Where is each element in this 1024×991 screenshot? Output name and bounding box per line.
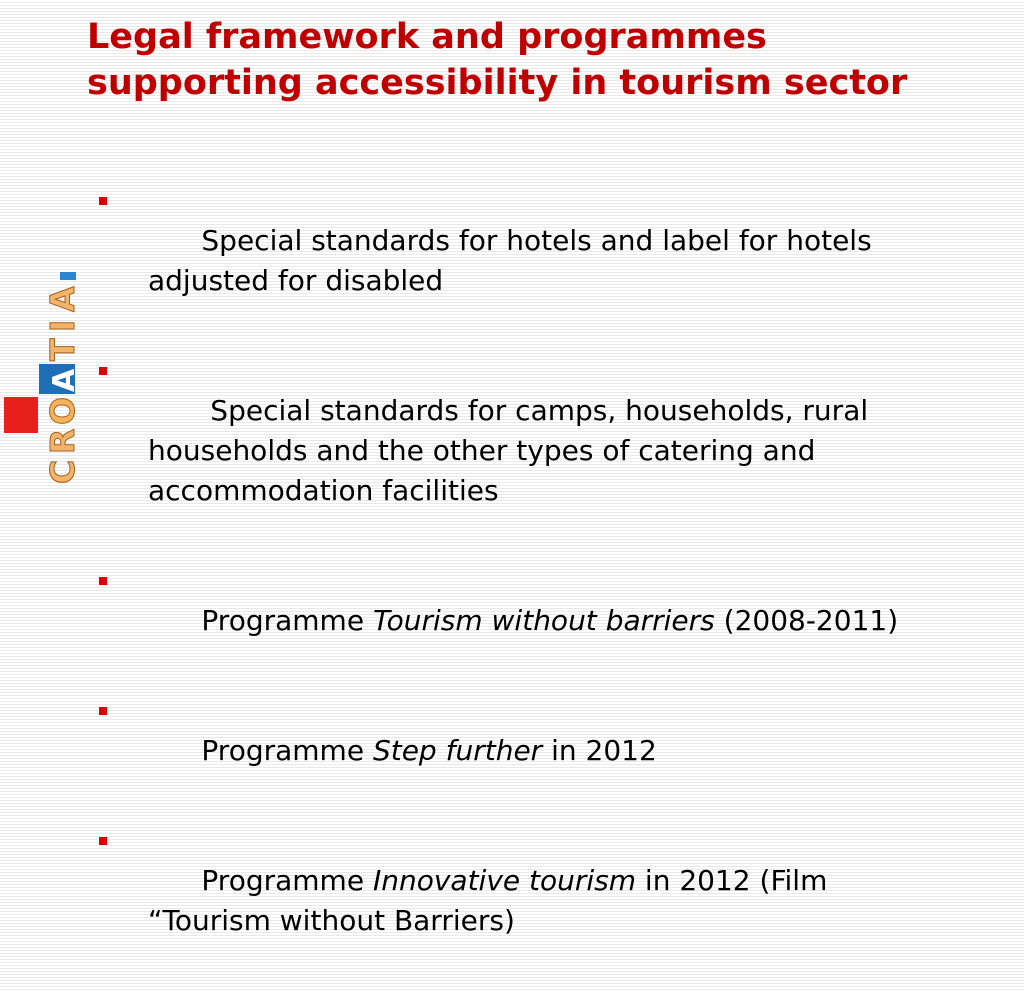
croatia-tourism-logo-icon xyxy=(0,268,90,493)
square-bullet-icon xyxy=(99,707,107,715)
bullet-text-after: (2008-2011) xyxy=(714,604,899,637)
bullet-text: Programme xyxy=(201,734,373,767)
logo-letter-r: R xyxy=(43,428,82,454)
logo-letter-a: A xyxy=(47,368,82,392)
bullet-emphasis: Innovative tourism xyxy=(372,864,637,897)
bullet-text: Special standards for hotels and label for hotels adjusted for disabled xyxy=(148,224,881,297)
bullet-emphasis: Tourism without barriers xyxy=(372,604,715,637)
square-bullet-icon xyxy=(99,837,107,845)
bullet-text: Programme xyxy=(201,864,373,897)
logo-letter-o: O xyxy=(43,396,82,425)
logo-red-square xyxy=(4,397,38,433)
square-bullet-icon xyxy=(99,367,107,375)
bullet-text-after: in 2012 (Film “Tourism without Barriers) xyxy=(148,864,837,937)
logo-blue-accent xyxy=(60,272,76,280)
bullet-emphasis: Step further xyxy=(372,734,543,767)
square-bullet-icon xyxy=(99,577,107,585)
bullet-list xyxy=(95,181,935,991)
bullet-text: Programme xyxy=(201,604,373,637)
slide-title: Legal framework and programmes supporting accessibility in tourism sector xyxy=(87,17,908,103)
bullet-item xyxy=(95,691,935,811)
logo-letter-c: C xyxy=(43,459,82,484)
bullet-text: Special standards for camps, households, rural households and the other types of catering and accommodation facilities xyxy=(148,394,878,507)
logo-letter-t: T xyxy=(43,338,82,361)
bullet-item xyxy=(95,181,935,341)
bullet-item xyxy=(95,561,935,681)
logo-letter-i: I xyxy=(43,319,82,332)
bullet-item xyxy=(95,821,935,981)
bullet-item xyxy=(95,351,935,551)
bullet-text-after: in 2012 xyxy=(542,734,657,767)
square-bullet-icon xyxy=(99,197,107,205)
logo-letter-a-top: A xyxy=(43,286,82,312)
